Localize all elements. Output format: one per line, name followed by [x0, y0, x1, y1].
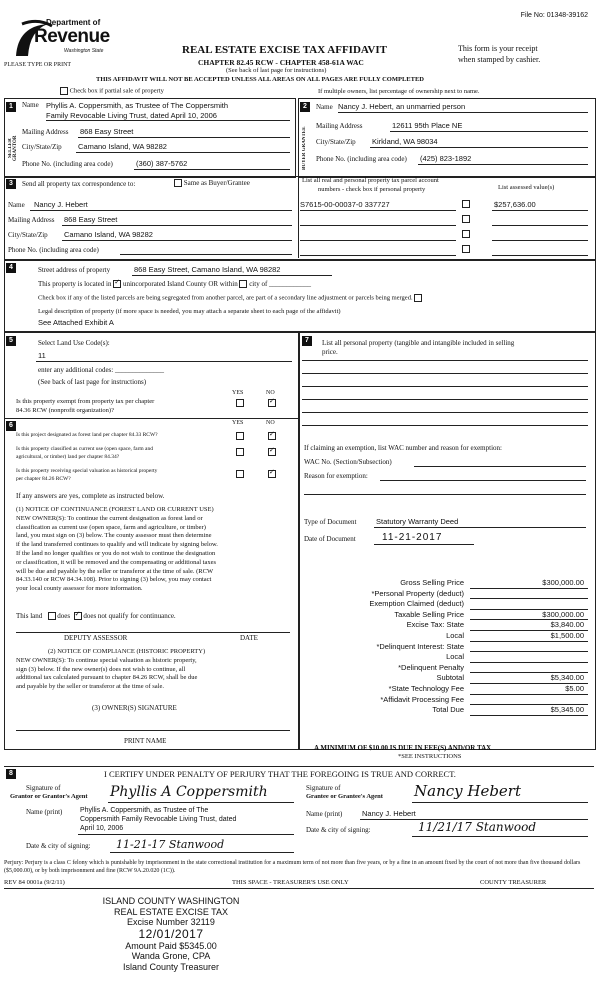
land-use-label: Select Land Use Code(s):: [38, 339, 110, 347]
grantor-sig-label-2: Grantor or Grantor's Agent: [10, 793, 88, 800]
segregated-line: Check box if any of the listed parcels are being segregated from another parcel, are part of a secondary line adjustment or parcels being merged.: [38, 294, 422, 302]
tax-row-value[interactable]: $3,840.00: [550, 620, 584, 630]
logo-main-text: Revenue: [34, 26, 110, 47]
tax-row: [304, 684, 588, 695]
notice-compliance: (2) NOTICE OF COMPLIANCE (HISTORIC PROPERTY) NEW OWNER(S): To continue special valuation as historic property, sign (3) below. If the new owner(s) does not wish to continue, all additional tax calculated pursuant to chapter 84.26 RCW, shall be due and payable by the seller or transferor at the time of sale.: [16, 648, 206, 691]
tax-row-value[interactable]: $5,345.00: [550, 705, 584, 715]
tax-row-value[interactable]: $5.00: [565, 684, 584, 693]
historic-question-1: Is this property receiving special valuation as historical property: [16, 468, 158, 474]
buyer-name-label: Name: [316, 103, 333, 111]
located-line: This property is located in ✓ unincorporated Island County OR within city of ____________: [38, 280, 311, 288]
print-name-label: PRINT NAME: [124, 737, 167, 745]
tax-row-value[interactable]: $300,000.00: [542, 578, 584, 587]
grantor-print-3[interactable]: April 10, 2006: [80, 825, 124, 832]
buyer-city[interactable]: Kirkland, WA 98034: [372, 137, 438, 146]
corr-mailing[interactable]: 868 Easy Street: [64, 215, 118, 224]
stamp-line-title: Island County Treasurer: [122, 961, 220, 972]
buyer-phone-label: Phone No. (including area code): [316, 155, 407, 163]
grantee-sig-label-1: Signature of: [306, 784, 341, 792]
grantor-print-2[interactable]: Coppersmith Family Revocable Living Trust, dated: [80, 816, 237, 823]
parcels-header-1: List all real and personal property tax parcel account: [302, 177, 439, 184]
tax-row-value[interactable]: $1,500.00: [550, 631, 584, 640]
personal-property-label-1: List all personal property (tangible and intangible included in selling: [322, 339, 515, 347]
stamp-line-tax: REAL ESTATE EXCISE TAX: [113, 906, 229, 917]
buyer-mailing-label: Mailing Address: [316, 122, 363, 130]
tax-row-label: *Delinquent Interest: State: [376, 641, 464, 651]
forest-question: Is this project designated as forest land per chapter 84.33 RCW?: [16, 432, 158, 438]
grantee-date-city-label: Date & city of signing:: [306, 826, 371, 834]
historic-question-2: per chapter 84.26 RCW?: [16, 476, 71, 482]
tax-row-label: Subtotal: [436, 673, 464, 683]
buyer-phone[interactable]: (425) 823-1892: [420, 154, 472, 163]
corr-phone-label: Phone No. (including area code): [8, 246, 99, 254]
logo-sub-text: Washington State: [64, 48, 104, 54]
receipt-note-2: when stamped by cashier.: [458, 55, 541, 64]
see-back-note: (See back of last page for instructions): [226, 67, 327, 74]
s5-yes-header: YES: [232, 390, 244, 396]
land-use-code[interactable]: 11: [38, 351, 46, 360]
deputy-assessor-label: DEPUTY ASSESSOR: [64, 634, 128, 642]
tax-row: [304, 620, 588, 631]
tax-row-label: Excise Tax: State: [406, 620, 464, 630]
tax-row: [304, 642, 588, 653]
stamp-line-amount: Amount Paid $5345.00: [125, 940, 217, 951]
corr-city[interactable]: Camano Island, WA 98282: [64, 230, 153, 239]
grantor-print-1[interactable]: Phyllis A. Coppersmith, as Trustee of The: [80, 807, 209, 814]
grantor-signature[interactable]: Phyllis A Coppersmith: [110, 784, 268, 800]
grantor-sig-label-1: Signature of: [26, 784, 61, 792]
minimum-fee-note: A MINIMUM OF $10.00 IS DUE IN FEE(S) AND/OR TAX: [314, 744, 492, 752]
segregated-checkbox[interactable]: [414, 294, 422, 302]
doc-type-label: Type of Document: [304, 518, 357, 526]
seller-phone[interactable]: (360) 387-5762: [136, 159, 188, 168]
treasurer-use-only: THIS SPACE - TREASURER'S USE ONLY: [232, 879, 349, 886]
tax-row: [304, 663, 588, 674]
section-8-number: 8: [6, 769, 16, 779]
tax-row: [304, 705, 588, 716]
receipt-note-1: This form is your receipt: [458, 44, 538, 53]
section-2-number: 2: [300, 102, 310, 112]
forest-yes-checkbox[interactable]: [236, 432, 244, 440]
s6-yes-header: YES: [232, 420, 244, 426]
partial-sale-label: Check box if partial sale of property: [60, 87, 164, 95]
grantee-date-city[interactable]: 11/21/17 Stanwood: [418, 820, 537, 834]
s5-no-header: NO: [266, 390, 275, 396]
tax-row-label: *Delinquent Penalty: [398, 662, 464, 672]
grantee-print[interactable]: Nancy J. Hebert: [362, 809, 416, 818]
tax-row-value[interactable]: $300,000.00: [542, 609, 584, 619]
grantee-signature[interactable]: Nancy Hebert: [414, 782, 522, 800]
seller-name-line-1[interactable]: Phyllis A. Coppersmith, as Trustee of The Coppersmith: [46, 101, 229, 110]
parcel-1[interactable]: S7615-00-00037-0 337727: [300, 200, 390, 209]
current-use-yes-checkbox[interactable]: [236, 448, 244, 456]
current-use-no-checkbox[interactable]: [268, 448, 276, 456]
owner-signature-label: (3) OWNER(S) SIGNATURE: [92, 704, 177, 712]
does-not-qualify-checkbox[interactable]: [74, 612, 82, 620]
additional-codes: enter any additional codes: ______________: [38, 366, 164, 374]
reason-label: Reason for exemption:: [304, 472, 368, 480]
corr-city-label: City/State/Zip: [8, 231, 48, 239]
seller-city[interactable]: Camano Island, WA 98282: [78, 142, 167, 151]
exemption-question: If claiming an exemption, list WAC number and reason for exemption:: [304, 444, 502, 452]
see-instructions-note: *SEE INSTRUCTIONS: [398, 753, 462, 760]
same-as-buyer: Same as Buyer/Grantee: [174, 179, 250, 187]
tax-row-label: *State Technology Fee: [388, 684, 464, 693]
perjury-notice: Perjury: Perjury is a class C felony which is punishable by imprisonment in the state correctional institution for a maximum term of not more than five years, or by a fine in an amount fixed by the court of not more than five thousand dollars ($5,000.00), or by both imprisonment and fine (RCW 9A.20.020 (1C)).: [4, 860, 581, 874]
deputy-date-label: DATE: [240, 634, 258, 642]
doc-type[interactable]: Statutory Warranty Deed: [376, 517, 459, 526]
tax-row: [304, 599, 588, 610]
tax-row: [304, 695, 588, 706]
please-type: PLEASE TYPE OR PRINT: [4, 62, 72, 68]
same-as-buyer-checkbox[interactable]: [174, 179, 182, 187]
exempt-question-1: Is this property exempt from property tax per chapter: [16, 398, 155, 405]
tax-row-label: *Personal Property (deduct): [371, 588, 464, 598]
section-6-number: 6: [6, 421, 16, 431]
grantee-sig-label-2: Grantee or Grantee's Agent: [306, 793, 383, 800]
forest-no-checkbox[interactable]: [268, 432, 276, 440]
parcel-2-personal-checkbox[interactable]: [462, 215, 470, 223]
dor-logo: [8, 16, 120, 64]
treasurer-stamp: [96, 896, 246, 972]
buyer-name[interactable]: Nancy J. Hebert, an unmarried person: [338, 102, 466, 111]
corr-name[interactable]: Nancy J. Hebert: [34, 200, 88, 209]
tax-row: [304, 673, 588, 684]
partial-sale-checkbox[interactable]: [60, 87, 68, 95]
doc-date-label: Date of Document: [304, 535, 356, 543]
tax-row-label: Exemption Claimed (deduct): [369, 599, 464, 609]
county-treasurer-label: COUNTY TREASURER: [480, 879, 547, 886]
section-1-number: 1: [6, 102, 16, 112]
personal-property-label-2: price.: [322, 348, 338, 356]
seller-mailing[interactable]: 868 Easy Street: [80, 127, 134, 136]
current-use-question-1: Is this property classified as current use (open space, farm and: [16, 446, 153, 452]
exempt-question-2: 84.36 RCW (nonprofit organization)?: [16, 407, 114, 414]
current-use-question-2: agricultural, or timber) land per chapter 84.34?: [16, 454, 120, 460]
seller-mailing-label: Mailing Address: [22, 128, 69, 136]
rev-number: REV 84 0001a (9/2/11): [4, 879, 65, 886]
exempt-no-checkbox[interactable]: [268, 399, 276, 407]
tax-row-label: Local: [446, 652, 464, 662]
tax-row-label: Taxable Selling Price: [394, 609, 464, 619]
corr-name-label: Name: [8, 201, 25, 209]
assessed-header: List assessed value(s): [498, 184, 555, 191]
tax-row-label: Gross Selling Price: [400, 578, 464, 587]
section-4-number: 4: [6, 263, 16, 273]
corr-mailing-label: Mailing Address: [8, 216, 55, 224]
legal-description[interactable]: See Attached Exhibit A: [38, 318, 114, 327]
city-of-checkbox[interactable]: [239, 280, 247, 288]
grantor-print-label: Name (print): [26, 808, 63, 816]
completion-warning: THIS AFFIDAVIT WILL NOT BE ACCEPTED UNLESS ALL AREAS ON ALL PAGES ARE FULLY COMPLETED: [96, 76, 424, 83]
tax-row: [304, 610, 588, 621]
section-3-number: 3: [6, 179, 16, 189]
continuance-qualify-line: This land does ✓ does not qualify for continuance.: [16, 612, 176, 620]
file-number: File No: 01348-39162: [520, 12, 588, 19]
unincorporated-checkbox[interactable]: [113, 280, 121, 288]
land-use-see-back: (See back of last page for instructions): [38, 378, 147, 386]
grantor-date-city[interactable]: 11-21-17 Stanwood: [116, 838, 225, 851]
stamp-line-name: Wanda Grone, CPA: [131, 951, 211, 961]
stamp-line-date: 12/01/2017: [138, 926, 204, 941]
tax-row-label: Total Due: [432, 705, 464, 715]
street-address[interactable]: 868 Easy Street, Camano Island, WA 98282: [134, 265, 281, 274]
seller-side-label: SELLER GRANTOR: [8, 135, 18, 161]
s6-no-header: NO: [266, 420, 275, 426]
tax-row: [304, 589, 588, 600]
form-subtitle: CHAPTER 82.45 RCW - CHAPTER 458-61A WAC: [198, 58, 364, 67]
tax-row-label: *Affidavit Processing Fee: [380, 694, 464, 704]
tax-row-label: Local: [446, 631, 464, 640]
multiple-owners-note: If multiple owners, list percentage of ownership next to name.: [318, 88, 480, 95]
buyer-city-label: City/State/Zip: [316, 138, 356, 146]
section-7-number: 7: [302, 336, 312, 346]
assessed-1[interactable]: $257,636.00: [494, 200, 536, 209]
grantee-print-label: Name (print): [306, 810, 343, 818]
logo-top-text: Department of: [46, 18, 101, 27]
grantor-date-city-label: Date & city of signing:: [26, 842, 91, 850]
seller-phone-label: Phone No. (including area code): [22, 160, 113, 168]
tax-row: [304, 652, 588, 663]
parcel-4-personal-checkbox[interactable]: [462, 245, 470, 253]
certify-statement: I CERTIFY UNDER PENALTY OF PERJURY THAT THE FOREGOING IS TRUE AND CORRECT.: [104, 769, 456, 779]
seller-name-label: Name: [22, 101, 39, 109]
if-yes-instructions: If any answers are yes, complete as instructed below.: [16, 492, 165, 500]
buyer-side-label: BUYER GRANTEE: [302, 126, 307, 170]
section-5-number: 5: [6, 336, 16, 346]
historic-yes-checkbox[interactable]: [236, 470, 244, 478]
buyer-mailing[interactable]: 12611 95th Place NE: [392, 121, 463, 130]
does-qualify-checkbox[interactable]: [48, 612, 56, 620]
parcels-header-2: numbers - check box if personal property: [318, 186, 426, 193]
tax-row-value[interactable]: $5,340.00: [550, 673, 584, 683]
notice-continuance: (1) NOTICE OF CONTINUANCE (FOREST LAND OR CURRENT USE) NEW OWNER(S): To continue the current designation as forest land or classification as current use (open space, farm and agriculture, or timber) land, you must sign on (3) below. The county assessor must then determine if the land transferred continues to qualify and will indicate by signing below. If the land no longer qualifies or you do not wish to continue the designation or classification, it will be removed and the compensating or additional taxes will be due and payable by the seller or transferor at the time of sale. (RCW 84.33.140 or RCW 84.34.108). Prior to signing (3) below, you may contact your local county assessor for more information.: [16, 506, 218, 593]
tax-row: [304, 631, 588, 642]
parcel-3-personal-checkbox[interactable]: [462, 230, 470, 238]
form-title: REAL ESTATE EXCISE TAX AFFIDAVIT: [182, 44, 387, 56]
seller-city-label: City/State/Zip: [22, 143, 62, 151]
seller-name-line-2[interactable]: Family Revocable Living Trust, dated April 10, 2006: [46, 111, 217, 120]
correspondence-label: Send all property tax correspondence to:: [22, 180, 136, 188]
street-label: Street address of property: [38, 266, 111, 274]
stamp-line-excise: Excise Number 32119: [127, 917, 215, 927]
legal-description-label: Legal description of property (if more space is needed, you may attach a separate sheet to each page of the affidavit): [38, 308, 341, 315]
exempt-yes-checkbox[interactable]: [236, 399, 244, 407]
wac-label: WAC No. (Section/Subsection): [304, 458, 392, 466]
doc-date[interactable]: 11-21-2017: [382, 532, 443, 543]
tax-row: [304, 578, 588, 589]
stamp-line-county: ISLAND COUNTY WASHINGTON: [102, 896, 240, 906]
parcel-1-personal-checkbox[interactable]: [462, 200, 470, 208]
historic-no-checkbox[interactable]: [268, 470, 276, 478]
